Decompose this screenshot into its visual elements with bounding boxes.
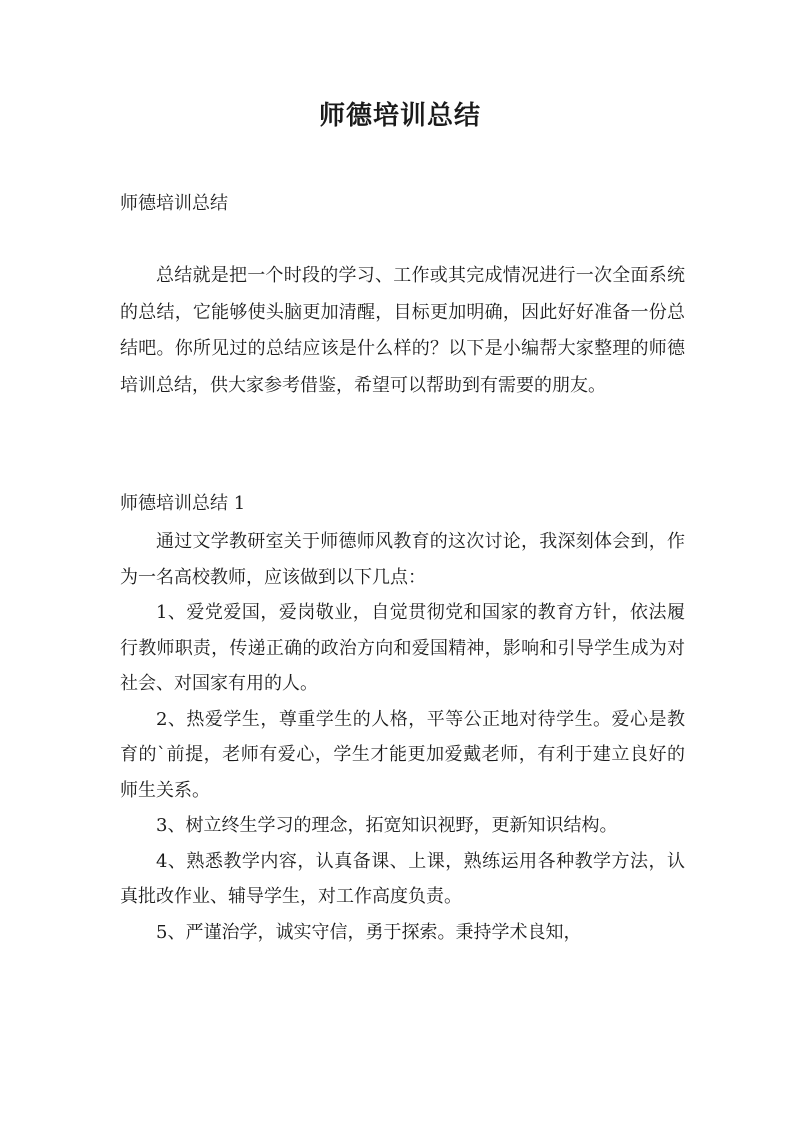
body-paragraph-point-5: 5、严谨治学，诚实守信，勇于探索。秉持学术良知， (156, 921, 582, 943)
body-paragraph-point-3: 3、树立终生学习的理念，拓宽知识视野，更新知识结构。 (156, 815, 618, 836)
body-paragraph-point-2: 2、热爱学生，尊重学生的人格，平等公正地对待学生。爱心是教育的`前提，老师有爱心，学生才能更加爱戴老师，有利于建立良好的师生关系。 (120, 708, 685, 801)
body-paragraph-intro: 通过文学教研室关于师德师风教育的这次讨论，我深刻体会到，作为一名高校教师，应该做到以下几点： (120, 531, 685, 588)
document-title: 师德培训总结 (318, 101, 481, 131)
document-subtitle: 师德培训总结 (120, 193, 228, 214)
section-heading: 师德培训总结 1 (120, 493, 246, 514)
body-paragraph-point-4: 4、熟悉教学内容，认真备课、上课，熟练运用各种教学方法，认真批改作业、辅导学生，对工作高度负责。 (120, 850, 685, 907)
section-body (120, 524, 685, 950)
intro-paragraph: 总结就是把一个时段的学习、工作或其完成情况进行一次全面系统的总结，它能够使头脑更加清醒，目标更加明确，因此好好准备一份总结吧。你所见过的总结应该是什么样的？以下是小编帮大家整理的师德培训总结，供大家参考借鉴，希望可以帮助到有需要的朋友。 (120, 265, 685, 396)
body-paragraph-point-1: 1、爱党爱国，爱岗敬业，自觉贯彻党和国家的教育方针，依法履行教师职责，传递正确的政治方向和爱国精神，影响和引导学生成为对社会、对国家有用的人。 (120, 602, 685, 694)
